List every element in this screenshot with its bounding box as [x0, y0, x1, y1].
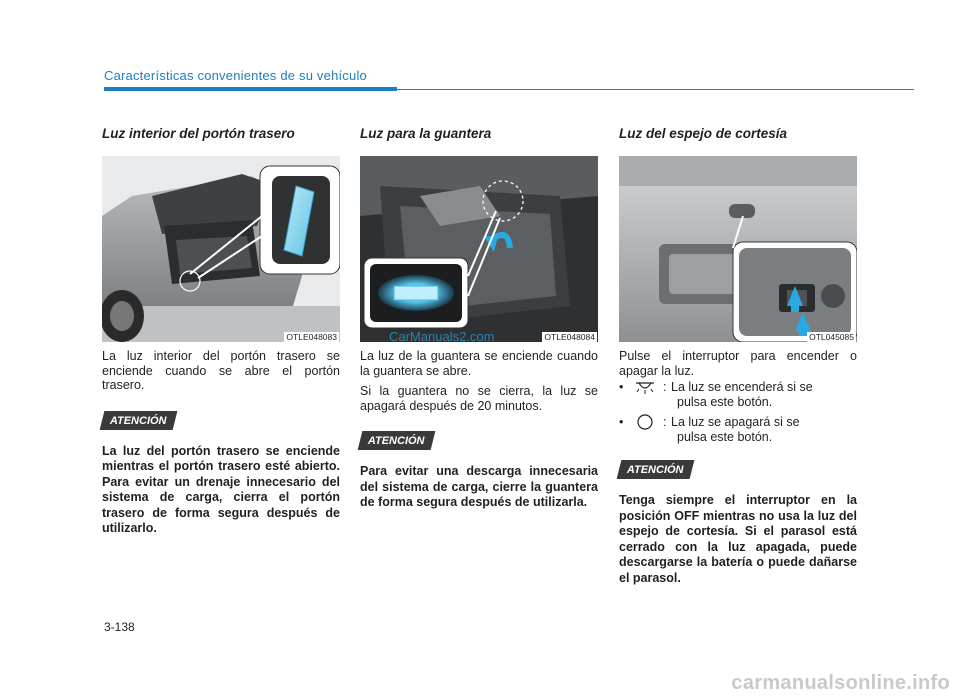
section-header: Características convenientes de su vehículo: [104, 68, 367, 83]
lamp-off-icon: [633, 414, 657, 430]
glovebox-light-section: [360, 126, 598, 511]
caution-text: La luz del portón trasero se enciende mientras el portón trasero esté abierto. Para evitar un drenaje innecesario del sistema de carga, cierra el portón trasero de forma segura después de utilizarlo.: [102, 443, 340, 535]
body-text: Si la guantera no se cierra, la luz se apagará después de 20 minutos.: [360, 384, 598, 413]
caution-text: Para evitar una descarga innecesaria del sistema de carga, cierre la guantera de forma segura después de utilizarla.: [360, 464, 598, 509]
header-rule-thick: [104, 87, 397, 91]
bullet-text-line2: pulsa este botón.: [677, 429, 773, 444]
image-code: OTLE048083: [286, 332, 337, 342]
bullet-text-line1: La luz se apagará si se: [671, 415, 800, 429]
page-number: 3-138: [104, 620, 135, 634]
bullet-text-line2: pulsa este botón.: [677, 394, 773, 409]
bullet-dot: •: [619, 415, 624, 429]
bullet-text-line1: La luz se encenderá si se: [671, 380, 813, 394]
tailgate-figure: [102, 156, 340, 342]
tailgate-illustration: [102, 156, 340, 342]
bullet-lamp-off: [619, 415, 857, 444]
section-title: Luz para la guantera: [360, 126, 492, 141]
body-text: La luz interior del portón trasero se enciende cuando se abre el portón trasero.: [102, 349, 340, 392]
bullet-colon: :: [663, 380, 667, 394]
image-code: OTL045085: [809, 332, 854, 342]
vanity-mirror-light-section: [619, 126, 857, 586]
body-text: La luz de la guantera se enciende cuando la guantera se abre.: [360, 349, 598, 378]
vanity-mirror-figure: [619, 156, 857, 342]
bullet-colon: :: [663, 415, 667, 429]
tailgate-light-section: [102, 126, 340, 537]
image-code: OTLE048084: [544, 332, 595, 342]
caution-text: Tenga siempre el interruptor en la posición OFF mientras no usa la luz del espejo de cortesía. Si el parasol está cerrado con la luz apagada, puede descargarse la batería o puede dañarse el parasol.: [619, 493, 857, 585]
footer-site: carmanualsonline.info: [731, 672, 950, 694]
vanity-mirror-illustration: [619, 156, 857, 342]
caution-badge: [100, 411, 177, 430]
glovebox-illustration: [360, 156, 598, 342]
bullet-lamp-on: [619, 380, 857, 409]
section-title: Luz del espejo de cortesía: [619, 126, 788, 141]
bullet-dot: •: [619, 380, 624, 394]
caution-badge: [617, 460, 694, 479]
caution-label: ATENCIÓN: [367, 435, 425, 447]
glovebox-figure: [360, 156, 598, 342]
section-title: Luz interior del portón trasero: [102, 126, 295, 141]
caution-badge: [358, 431, 435, 450]
header-rule-thin: [397, 89, 914, 90]
caution-label: ATENCIÓN: [109, 414, 167, 427]
watermark: CarManuals2.com: [389, 329, 495, 344]
lamp-on-icon: [633, 379, 657, 395]
caution-label: ATENCIÓN: [626, 464, 684, 476]
body-text: Pulse el interruptor para encender o apagar la luz.: [619, 349, 857, 378]
